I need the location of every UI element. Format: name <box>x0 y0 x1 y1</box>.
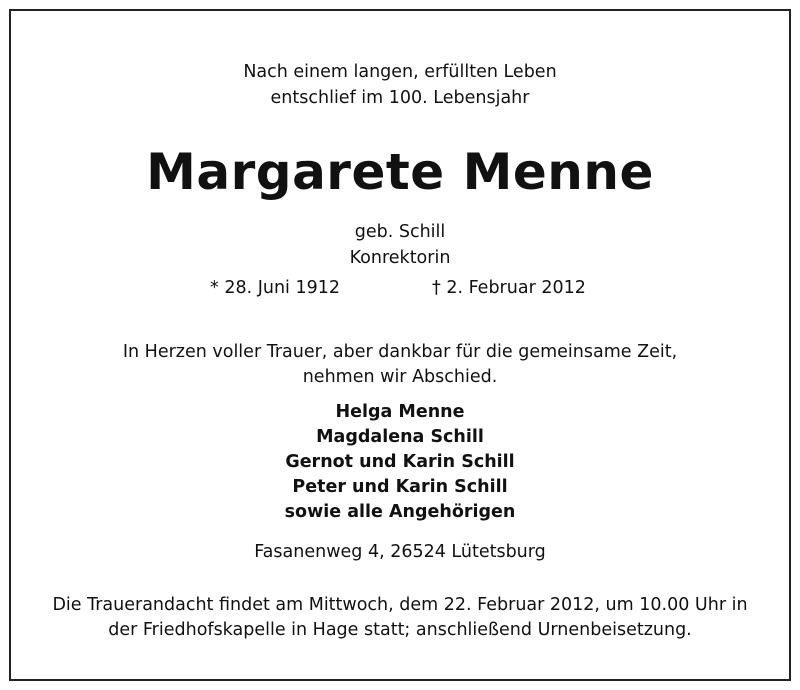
mourner-2: Magdalena Schill <box>316 427 484 447</box>
death-date: † 2. Februar 2012 <box>432 278 586 298</box>
mourner-1: Helga Menne <box>335 402 465 422</box>
intro-line-1: Nach einem langen, erfüllten Leben <box>243 62 557 82</box>
deceased-name: Margarete Menne <box>146 143 654 201</box>
mourner-5: sowie alle Angehörigen <box>284 502 516 522</box>
service-line-1: Die Trauerandacht findet am Mittwoch, dem 22. Februar 2012, um 10.00 Uhr in <box>52 595 748 615</box>
mourner-4: Peter und Karin Schill <box>292 477 508 497</box>
intro-line-2: entschlief im 100. Lebensjahr <box>270 88 530 108</box>
mourning-line-1: In Herzen voller Trauer, aber dankbar für die gemeinsame Zeit, <box>122 342 678 362</box>
mourning-line-2: nehmen wir Abschied. <box>302 367 498 387</box>
maiden-name: geb. Schill <box>354 222 446 242</box>
service-line-2: der Friedhofskapelle in Hage statt; anschließend Urnenbeisetzung. <box>108 620 692 640</box>
mourner-3: Gernot und Karin Schill <box>285 452 515 472</box>
birth-date: * 28. Juni 1912 <box>210 278 341 298</box>
address: Fasanenweg 4, 26524 Lütetsburg <box>254 542 546 562</box>
profession: Konrektorin <box>349 248 451 268</box>
